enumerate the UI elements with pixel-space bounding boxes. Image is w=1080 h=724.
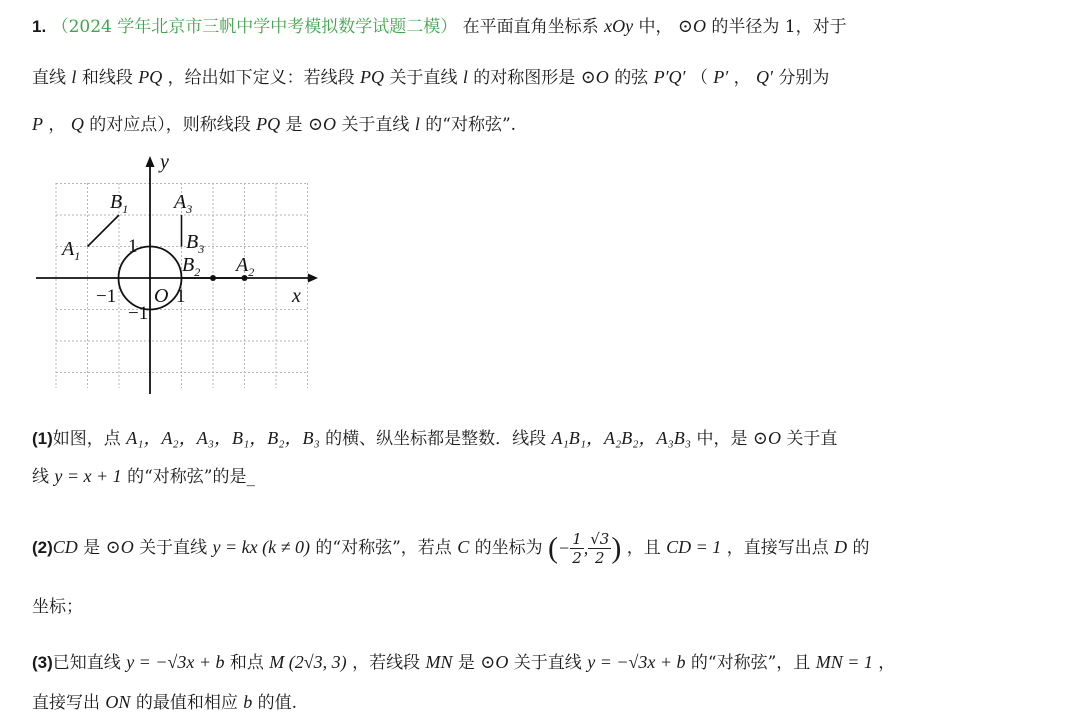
- circle-symbol: ⊙O: [752, 428, 781, 448]
- frac-1-num: 1: [572, 530, 582, 548]
- intro-text: 关于直线: [341, 115, 410, 135]
- frac-2-num: √3: [590, 530, 610, 548]
- intro-text: 的半径为 1，对于: [711, 17, 847, 37]
- intro-text: ，给出如下定义：若线段: [167, 68, 355, 88]
- point-c: C: [457, 537, 470, 557]
- q1-points: A₁，A₂，A₃，B₁，B₂，B₃: [126, 428, 320, 448]
- q1-line-equation: y = x + 1: [54, 466, 122, 486]
- q2-text: 的“对称弦”，若点: [315, 538, 452, 558]
- q3-line-equation: y = −√3x + b: [126, 652, 225, 672]
- q1-text: 如图，点: [52, 429, 121, 449]
- q3-text: 关于直线: [513, 653, 582, 673]
- intro-text: ，: [48, 115, 66, 135]
- line-l: l: [71, 67, 77, 87]
- intro-text: 直线: [32, 68, 66, 88]
- segment-a1b1: [88, 215, 120, 247]
- point-dot: [210, 275, 216, 281]
- q3-line-1: [32, 648, 1060, 673]
- q1-label: (1): [32, 429, 53, 448]
- intro-line-3: [32, 110, 1060, 135]
- minus-sign: −: [558, 538, 571, 558]
- point-p: P: [32, 114, 43, 134]
- tick-neg1-y: −1: [128, 303, 149, 324]
- q2-line-2: [32, 592, 1060, 617]
- answer-blank[interactable]: _: [246, 467, 255, 487]
- line-l: l: [462, 67, 468, 87]
- intro-text: 的“对称弦”.: [425, 115, 517, 135]
- intro-line-1: [32, 12, 1060, 37]
- frac-2: [588, 530, 611, 567]
- q2-label: (2): [32, 538, 53, 557]
- q3-text: ，: [878, 653, 896, 673]
- tick-1-y: 1: [128, 236, 138, 257]
- segment-pq: PQ: [360, 67, 385, 87]
- label-b2: $B_2$: [182, 254, 201, 279]
- segment-mn: MN: [425, 652, 453, 672]
- point-m: M (2√3, 3): [269, 652, 347, 672]
- q1-line-1: [32, 424, 1060, 450]
- paren-right: ): [611, 531, 622, 565]
- intro-text: 在平面直角坐标系: [462, 17, 599, 37]
- coord-system: xOy: [604, 16, 634, 36]
- q1-segments: A₁B₁，A₂B₂，A₃B₃: [551, 428, 692, 448]
- intro-text: 中，: [638, 17, 673, 37]
- point-p-prime: P′: [713, 67, 729, 87]
- intro-text: 和线段: [81, 68, 133, 88]
- problem-source: （2024 学年北京市三帆中学中考模拟数学试题二模）: [51, 17, 458, 37]
- paren-left: (: [548, 531, 559, 565]
- variable-b: b: [243, 692, 253, 712]
- point-d: D: [834, 537, 848, 557]
- tick-neg1-x: −1: [96, 286, 117, 307]
- q2-text: ，且: [626, 538, 661, 558]
- q2-line-1: [32, 530, 1060, 567]
- chord-pq-prime: P′Q′: [653, 67, 686, 87]
- q1-text: 线: [32, 467, 49, 487]
- tick-1-x: 1: [176, 286, 186, 307]
- q3-text: 和点: [229, 653, 264, 673]
- q2-condition: CD = 1: [666, 537, 722, 557]
- label-b3: $B_3$: [186, 231, 205, 256]
- intro-text: 的弦: [614, 68, 649, 88]
- point-q-prime: Q′: [756, 67, 773, 87]
- q3-text: 是: [457, 653, 475, 673]
- q1-text: 的横、纵坐标都是整数．线段: [325, 429, 547, 449]
- q1-text: 中，是: [696, 429, 748, 449]
- circle-symbol: ⊙O: [677, 16, 706, 36]
- point-q: Q: [70, 114, 84, 134]
- segment-pq: PQ: [256, 114, 281, 134]
- intro-text: 分别为: [778, 68, 830, 88]
- q1-text: 的“对称弦”的是: [127, 467, 247, 487]
- intro-line-2: [32, 63, 1060, 88]
- intro-text: 的对应点），则称线段: [89, 115, 251, 135]
- segment-on: ON: [105, 692, 131, 712]
- q2-text: 是: [83, 538, 101, 558]
- q2-text: 关于直线: [139, 538, 208, 558]
- q3-text: 已知直线: [52, 653, 121, 673]
- frac-1-den: 2: [572, 549, 582, 567]
- q1-line-2: [32, 462, 1060, 487]
- x-axis-label: x: [292, 285, 301, 307]
- frac-2-den: 2: [595, 549, 605, 567]
- label-a2: $A_2$: [236, 254, 255, 279]
- segment-cd: CD: [52, 537, 78, 557]
- q3-line-2: [32, 688, 1060, 713]
- q2-line-equation: y = kx (k ≠ 0): [212, 537, 310, 557]
- frac-1: [570, 530, 584, 567]
- circle-symbol: ⊙O: [105, 537, 134, 557]
- label-b1: $B_1$: [110, 191, 129, 216]
- q3-line-equation: y = −√3x + b: [587, 652, 686, 672]
- intro-text: ，: [733, 68, 751, 88]
- q3-condition: MN = 1: [815, 652, 873, 672]
- q3-text: 的最值和相应: [135, 693, 238, 713]
- q3-text: 的值.: [257, 693, 298, 713]
- y-axis-label: y: [160, 151, 169, 173]
- q2-text: 的坐标为: [474, 538, 543, 558]
- intro-text: 是: [285, 115, 303, 135]
- q3-label: (3): [32, 653, 53, 672]
- label-a1: $A_1$: [62, 238, 81, 263]
- q3-text: 的“对称弦”，且: [690, 653, 811, 673]
- q2-text: 的: [852, 538, 870, 558]
- q2-text: 坐标；: [32, 597, 83, 617]
- circle-symbol: ⊙O: [307, 114, 337, 134]
- segment-pq: PQ: [138, 67, 163, 87]
- q2-text: ，直接写出点: [726, 538, 829, 558]
- y-axis-arrow: [146, 156, 155, 167]
- origin-label: O: [154, 285, 169, 307]
- line-l: l: [414, 114, 420, 134]
- circle-symbol: ⊙O: [580, 67, 609, 87]
- intro-text: 关于直线: [389, 68, 458, 88]
- x-axis-arrow: [308, 274, 318, 283]
- intro-text: 的对称图形是: [473, 68, 576, 88]
- q3-text: 直接写出: [32, 693, 100, 713]
- q3-text: ，若线段: [352, 653, 421, 673]
- comma: ,: [583, 538, 589, 558]
- circle-symbol: ⊙O: [480, 652, 509, 672]
- coordinate-figure: [28, 148, 328, 398]
- problem-number: 1.: [32, 17, 47, 36]
- intro-text: （: [690, 68, 708, 88]
- q1-text: 关于直: [786, 429, 838, 449]
- label-a3: $A_3$: [174, 191, 193, 216]
